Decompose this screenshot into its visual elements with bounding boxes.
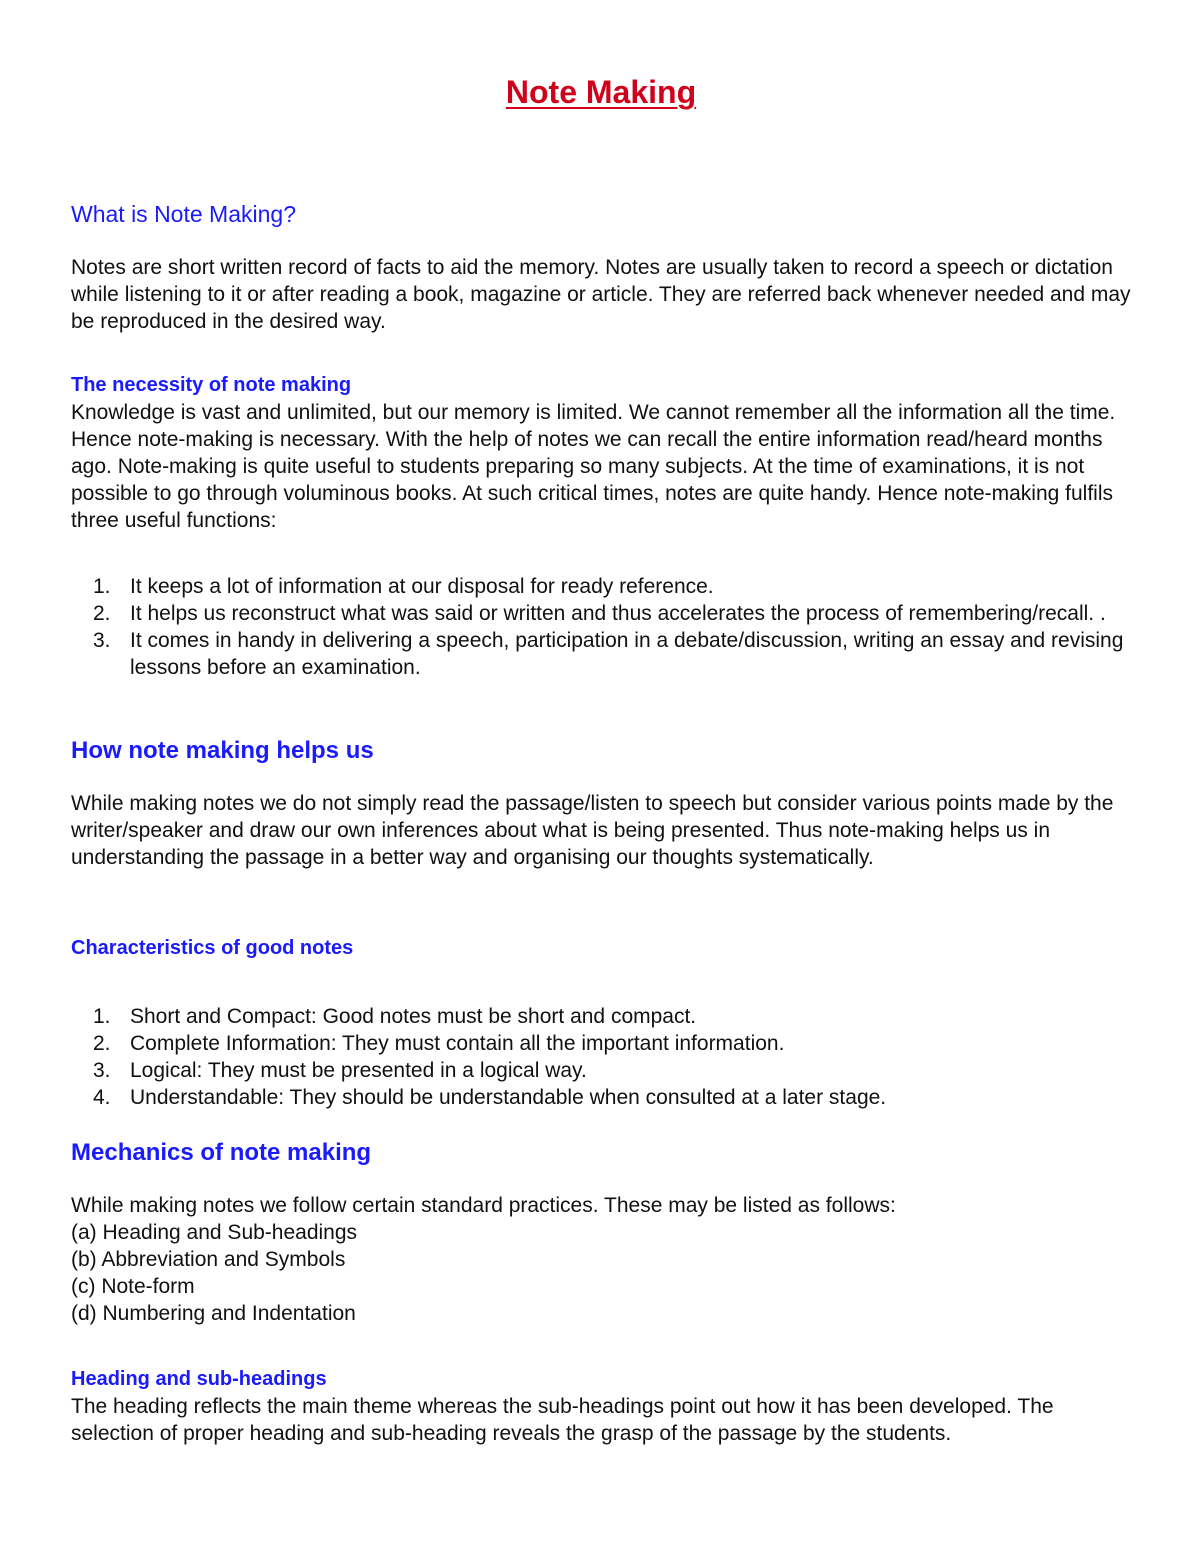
necessity-paragraph: Knowledge is vast and unlimited, but our memory is limited. We cannot remember all the information all the time. Hence note-making is necessary. With the help of notes we can recall the entire information read/heard months ago. Note-making is quite useful to students preparing so many subjects. At the time of examinations, it is not possible to go through voluminous books. At such critical times, notes are quite handy. Hence note-making fulfils three useful functions: (71, 401, 1116, 532)
list-item (71, 1084, 1131, 1111)
list-item-number: 2. (93, 1032, 111, 1055)
list-item (71, 1057, 1131, 1084)
list-item-text: Short and Compact: Good notes must be short and compact. (130, 1005, 697, 1028)
list-item-text: Understandable: They should be understandable when consulted at a later stage. (130, 1086, 887, 1109)
list-item-number: 3. (93, 629, 111, 652)
headings-section-heading: Heading and sub-headings (71, 1368, 327, 1390)
list-item (71, 627, 1131, 681)
mechanics-heading: Mechanics of note making (71, 1139, 372, 1166)
necessity-heading: The necessity of note making (71, 374, 352, 396)
list-item: (c) Note-form (71, 1275, 195, 1298)
list-item (71, 1003, 1131, 1030)
characteristics-heading: Characteristics of good notes (71, 937, 354, 959)
helps-paragraph: While making notes we do not simply read the passage/listen to speech but consider various points made by the writer/speaker and draw our own inferences about what is being presented. Thus note-making helps us in understanding the passage in a better way and organising our thoughts systematically. (71, 792, 1114, 869)
list-item-text: Complete Information: They must contain all the important information. (130, 1032, 785, 1055)
list-item-number: 2. (93, 602, 111, 625)
list-item: (b) Abbreviation and Symbols (71, 1248, 346, 1271)
list-item-number: 1. (93, 575, 111, 598)
page-title-text: Note Making (505, 74, 697, 110)
list-item: (a) Heading and Sub-headings (71, 1221, 358, 1244)
list-item-text: Logical: They must be presented in a logical way. (130, 1059, 587, 1082)
intro-heading: What is Note Making? (71, 201, 296, 227)
list-item-text: It keeps a lot of information at our disposal for ready reference. (130, 575, 714, 598)
characteristics-list (71, 1003, 1131, 1111)
list-item-number: 3. (93, 1059, 111, 1082)
list-item (71, 1030, 1131, 1057)
helps-heading: How note making helps us (71, 737, 374, 764)
list-item (71, 600, 1131, 627)
headings-section-paragraph: The heading reflects the main theme whereas the sub-headings point out how it has been developed. The selection of proper heading and sub-heading reveals the grasp of the passage by the students. (71, 1395, 1054, 1445)
mechanics-intro: While making notes we follow certain standard practices. These may be listed as follows: (71, 1194, 896, 1217)
list-item (71, 573, 1131, 600)
functions-list (71, 573, 1131, 681)
list-item-number: 1. (93, 1005, 111, 1028)
list-item: (d) Numbering and Indentation (71, 1302, 356, 1325)
page-title (71, 74, 1131, 111)
list-item-text: It helps us reconstruct what was said or written and thus accelerates the process of remembering/recall. . (130, 602, 1106, 625)
list-item-text: It comes in handy in delivering a speech, participation in a debate/discussion, writing an essay and revising lessons before an examination. (130, 629, 1124, 679)
list-item-number: 4. (93, 1086, 111, 1109)
intro-paragraph: Notes are short written record of facts to aid the memory. Notes are usually taken to record a speech or dictation while listening to it or after reading a book, magazine or article. They are referred back whenever needed and may be reproduced in the desired way. (71, 256, 1131, 333)
mechanics-list (71, 1219, 1131, 1327)
